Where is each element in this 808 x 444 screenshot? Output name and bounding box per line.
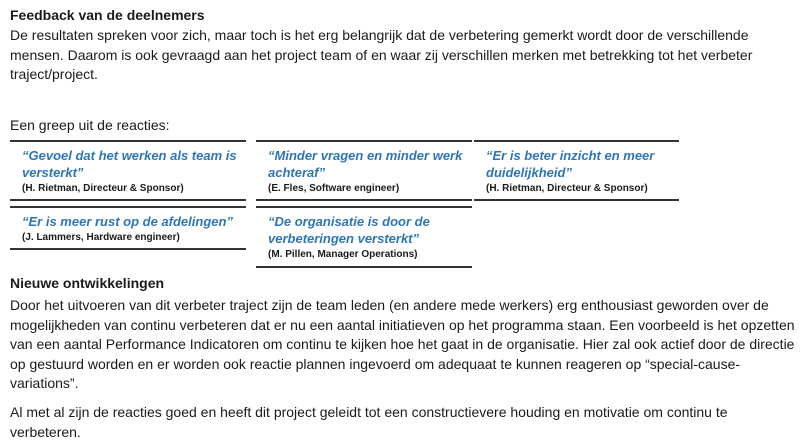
conclusion-paragraph: Al met al zijn de reacties goed en heeft dit project geleidt tot een constructievere houding en motivatie om continu te verbeteren. <box>10 404 728 440</box>
quote-box-2 <box>256 140 472 201</box>
quote-author: (M. Pillen, Manager Operations) <box>268 249 418 260</box>
developments-heading: Nieuwe ontwikkelingen <box>10 275 165 291</box>
quote-box-3 <box>474 140 679 201</box>
quote-box-5 <box>256 206 472 268</box>
quote-text: “Er is meer rust op de afdelingen” <box>22 214 233 229</box>
quote-author: (J. Lammers, Hardware engineer) <box>22 232 180 243</box>
quote-author: (E. Fles, Software engineer) <box>268 183 400 194</box>
quote-box-4 <box>10 206 246 250</box>
quote-text: “Gevoel dat het werken als team is versterkt” <box>22 148 237 180</box>
feedback-heading: Feedback van de deelnemers <box>10 7 205 23</box>
feedback-intro: De resultaten spreken voor zich, maar toch is het erg belangrijk dat de verbetering gemerkt wordt door de verschillende mensen. Daarom is ook gevraagd aan het project team of en waar zij verschillen merken met betrekking tot het verbeter traject/project. <box>10 27 753 82</box>
quote-text: “Minder vragen en minder werk achteraf” <box>268 148 463 180</box>
developments-body: Door het uitvoeren van dit verbeter traject zijn de team leden (en andere mede werkers) erg enthousiast geworden over de mogelijkheden van continu verbeteren dat er nu een aantal initiatieven op het programma staan. Een voorbeeld is het opzetten van een aantal Performance Indicatoren om continu te kijken hoe het gaat in de organisatie. Hier zal ook actief door de directie op gestuurd worden en er worden ook reactie plannen ingevoerd om adequaat te kunnen reageren op “special-cause-variations”. <box>10 297 795 391</box>
quote-author: (H. Rietman, Directeur & Sponsor) <box>22 183 184 194</box>
quote-author: (H. Rietman, Directeur & Sponsor) <box>486 183 648 194</box>
quote-text: “De organisatie is door de verbeteringen versterkt” <box>268 214 430 246</box>
quote-text: “Er is beter inzicht en meer duidelijkheid” <box>486 148 655 180</box>
reactions-label: Een greep uit de reacties: <box>10 117 170 133</box>
quote-box-1 <box>10 140 246 201</box>
document-page <box>10 6 802 440</box>
